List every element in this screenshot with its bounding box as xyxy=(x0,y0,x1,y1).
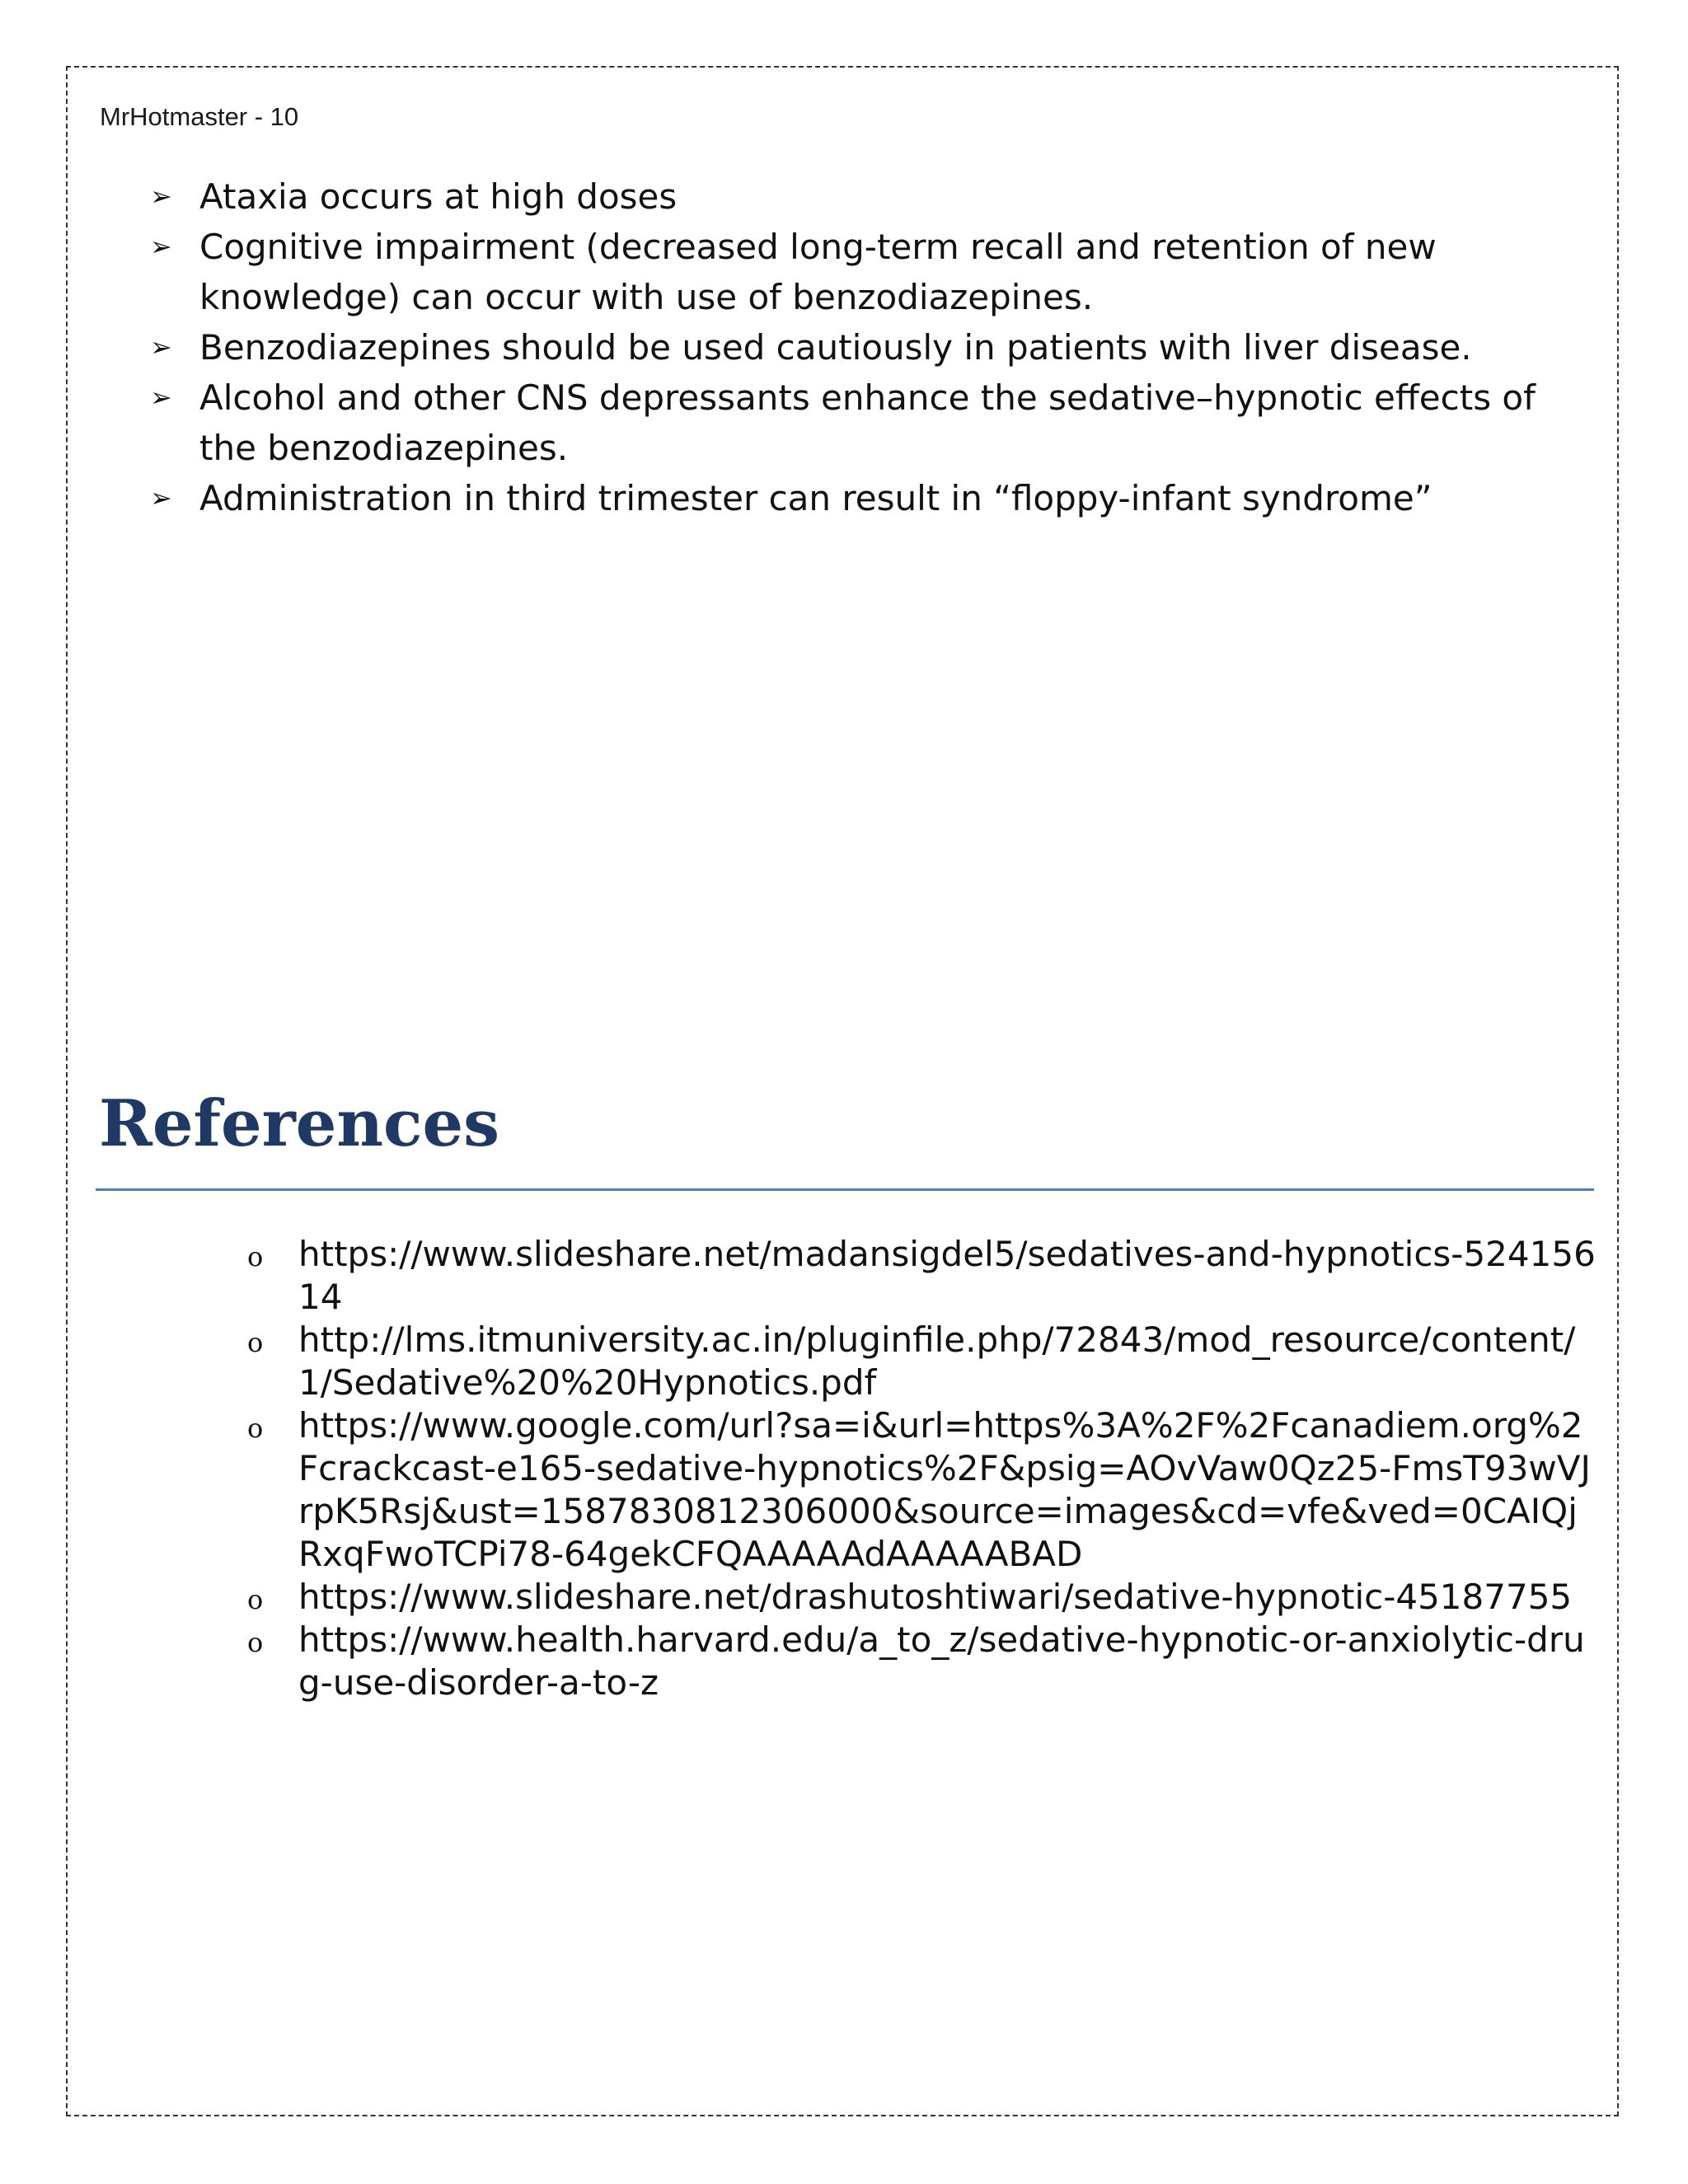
reference-item xyxy=(247,1619,1596,1704)
heading-divider xyxy=(96,1188,1594,1191)
reference-link[interactable]: http://lms.itmuniversity.ac.in/pluginfile.php/72843/mod_resource/content/1/Sedative%20%20Hypnotics.pdf xyxy=(298,1319,1576,1403)
arrowhead-bullet-icon: ➢ xyxy=(150,482,172,513)
bullet-text: Benzodiazepines should be used cautiously in patients with liver disease. xyxy=(199,327,1472,368)
bullet-text: Ataxia occurs at high doses xyxy=(199,176,678,217)
reference-link[interactable]: https://www.slideshare.net/madansigdel5/sedatives-and-hypnotics-52415614 xyxy=(298,1234,1596,1317)
list-item xyxy=(147,473,1597,523)
list-item xyxy=(147,171,1597,222)
reference-item xyxy=(247,1576,1596,1619)
list-item xyxy=(147,222,1597,322)
arrowhead-bullet-icon: ➢ xyxy=(150,382,172,413)
reference-link[interactable]: https://www.google.com/url?sa=i&url=https%3A%2F%2Fcanadiem.org%2Fcrackcast-e165-sedative-hypnotics%2F&psig=AOvVaw0Qz25-FmsT93wVJrpK5Rsj&ust=1587830812306000&source=images&cd=vfe&ved=0CAIQjRxqFwoTCPi78-64gekCFQAAAAAdAAAAABAD xyxy=(298,1405,1591,1574)
bullet-text: Administration in third trimester can result in “floppy-infant syndrome” xyxy=(199,478,1432,518)
bullet-list xyxy=(147,171,1597,523)
list-item xyxy=(147,373,1597,473)
reference-item xyxy=(247,1233,1596,1319)
page-header: MrHotmaster - 10 xyxy=(100,102,299,131)
arrowhead-bullet-icon: ➢ xyxy=(150,331,172,363)
list-item xyxy=(147,322,1597,373)
hollow-circle-bullet-icon: o xyxy=(247,1627,264,1658)
bullet-text: Cognitive impairment (decreased long-term recall and retention of new knowledge) can occur with use of benzodiazepines. xyxy=(199,227,1437,317)
hollow-circle-bullet-icon: o xyxy=(247,1584,264,1615)
reference-item xyxy=(247,1404,1596,1576)
references-heading: References xyxy=(99,1086,500,1161)
hollow-circle-bullet-icon: o xyxy=(247,1241,264,1272)
reference-link[interactable]: https://www.health.harvard.edu/a_to_z/sedative-hypnotic-or-anxiolytic-drug-use-disorder-a-to-z xyxy=(298,1619,1585,1703)
references-list xyxy=(247,1233,1596,1704)
hollow-circle-bullet-icon: o xyxy=(247,1413,264,1444)
arrowhead-bullet-icon: ➢ xyxy=(150,231,172,262)
reference-item xyxy=(247,1319,1596,1404)
reference-link[interactable]: https://www.slideshare.net/drashutoshtiwari/sedative-hypnotic-45187755 xyxy=(298,1577,1573,1617)
hollow-circle-bullet-icon: o xyxy=(247,1327,264,1358)
arrowhead-bullet-icon: ➢ xyxy=(150,180,172,212)
bullet-text: Alcohol and other CNS depressants enhance the sedative–hypnotic effects of the benzodiazepines. xyxy=(199,377,1536,468)
